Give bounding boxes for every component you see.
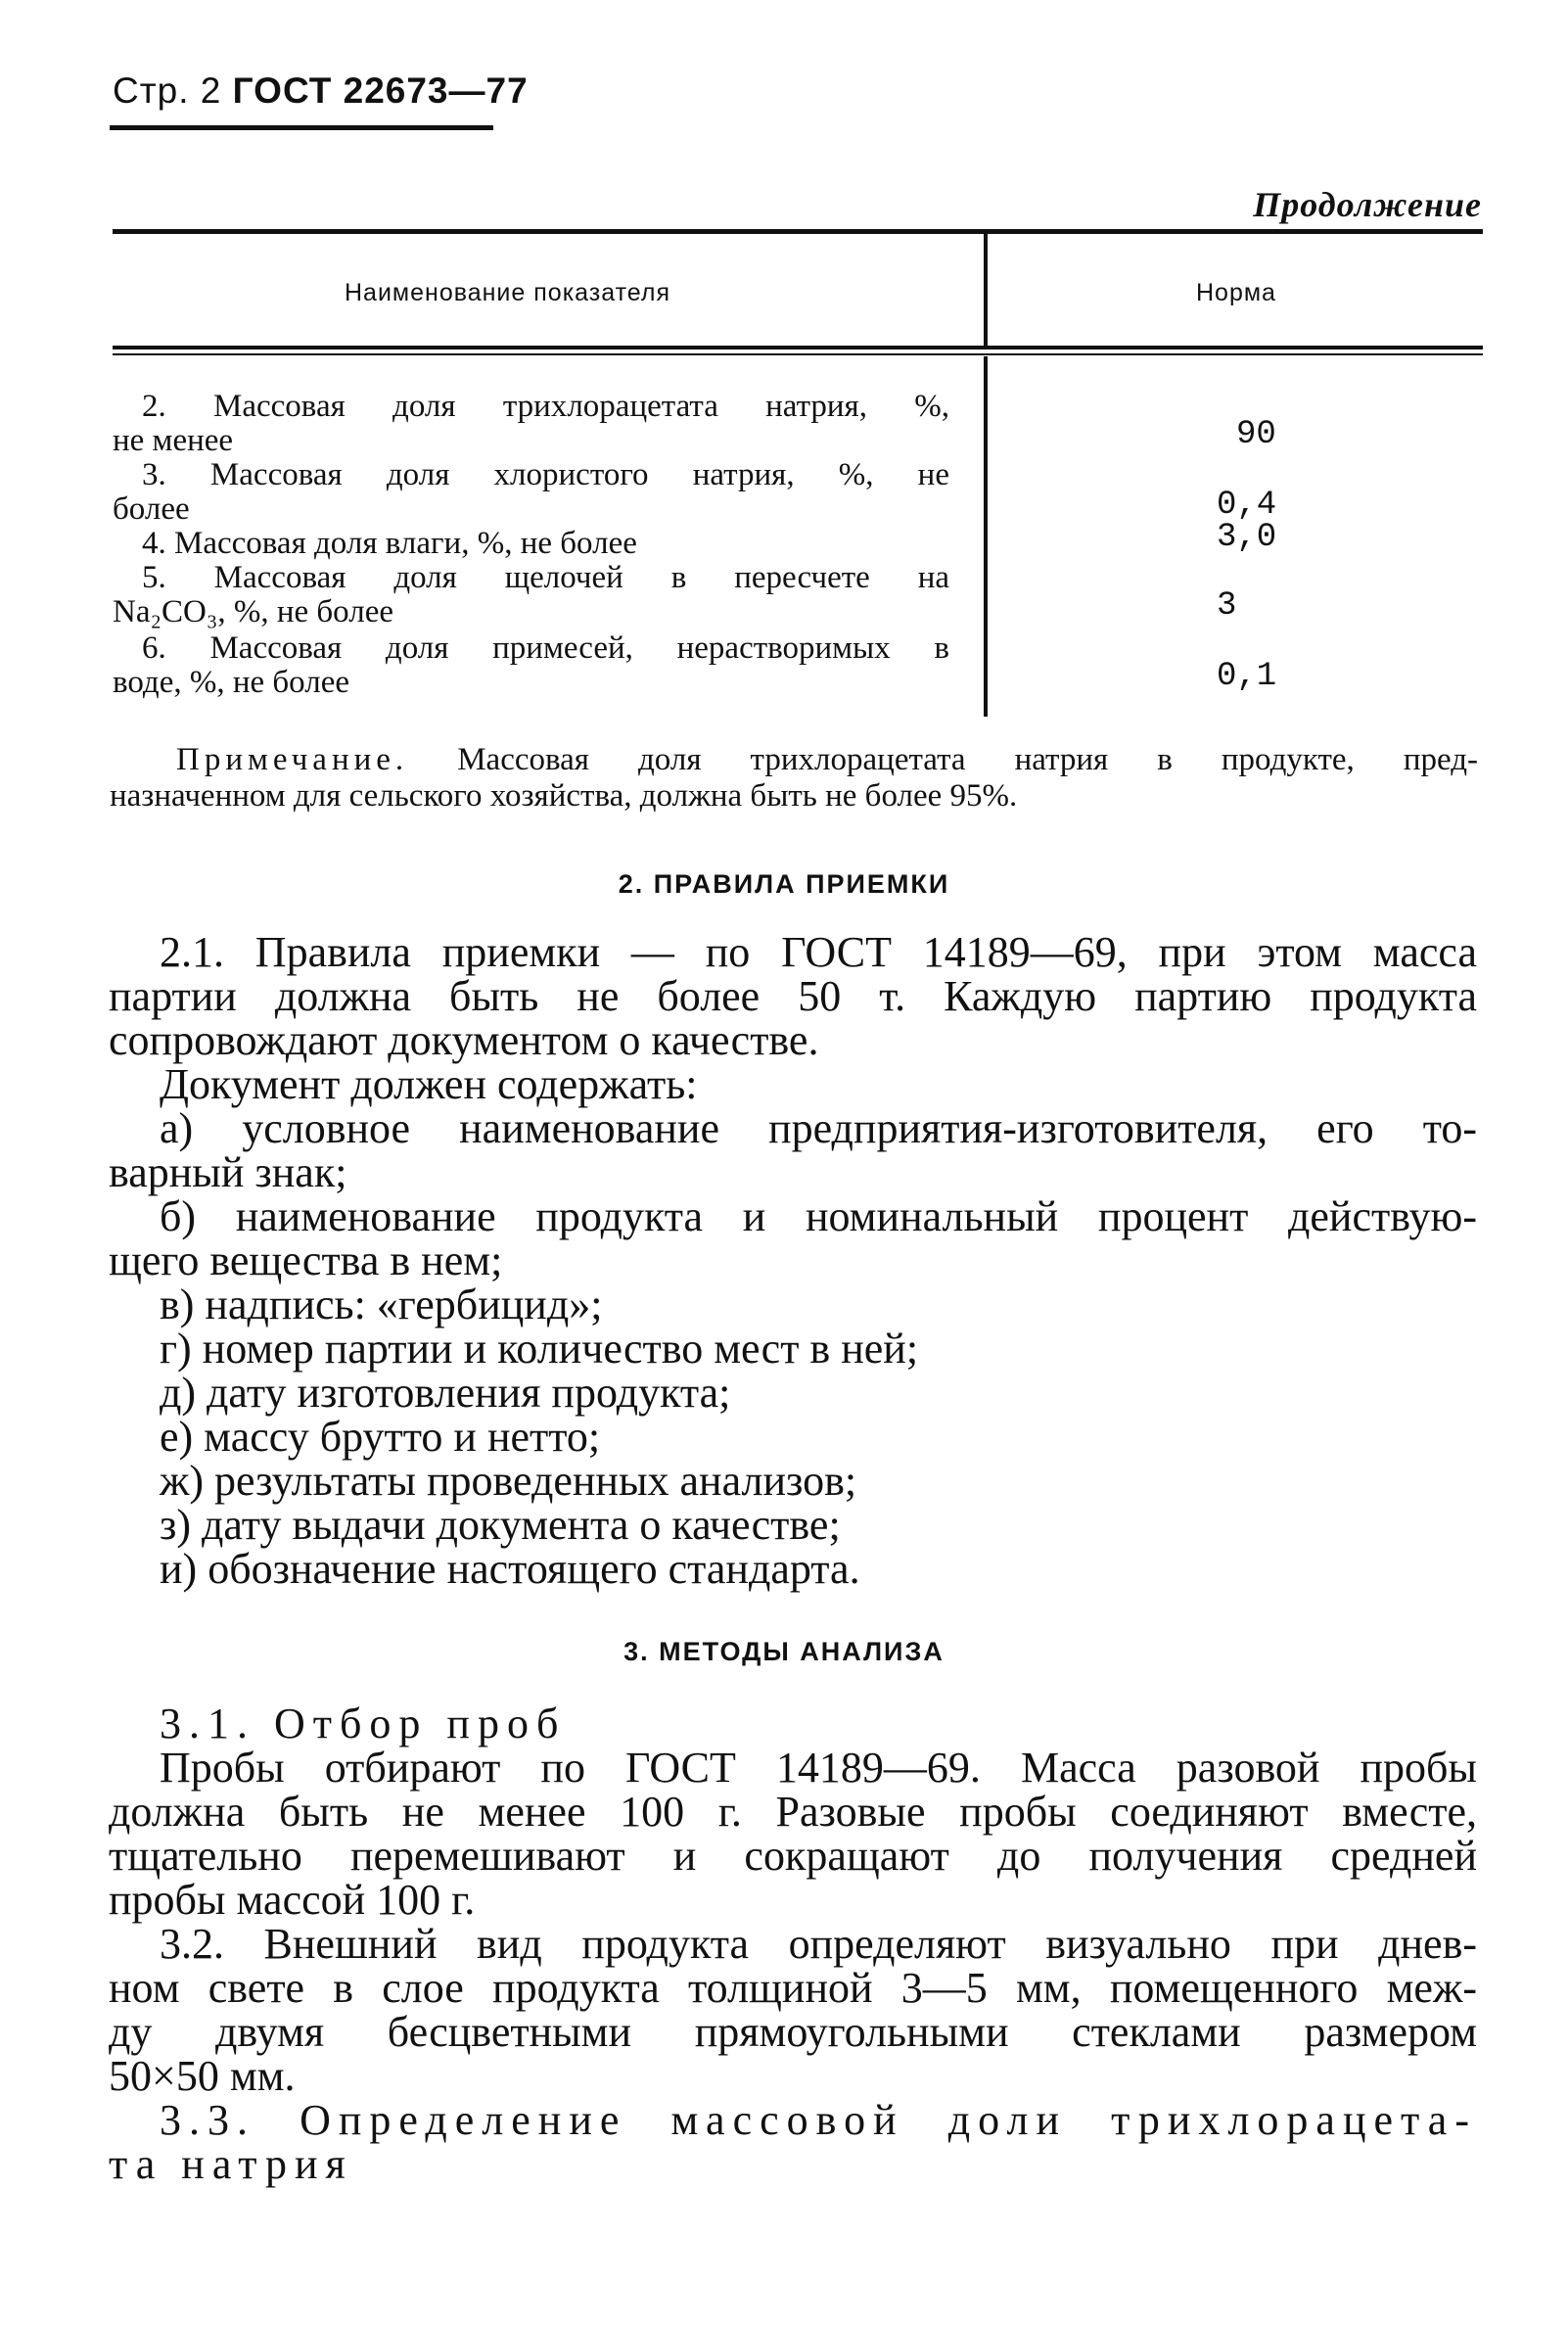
table-header-rule-thin — [113, 353, 1483, 355]
table-top-border — [113, 229, 1483, 234]
table-header-divider — [984, 231, 988, 347]
table-note: Примечание. Массовая доля трихлорацетата натрия в продукте, пред- назначенном для сельского хозяйства, должна быть не более 95%. — [110, 742, 1478, 814]
table-row-5: 5. Массовая доля щелочей в пересчете на Na₂CO₃, %, не более — [113, 560, 949, 629]
page-header — [113, 70, 529, 112]
table-value: 90 — [1236, 416, 1276, 453]
list-item: в) надпись: «гербицид»; — [160, 1281, 603, 1328]
table-header-rule — [113, 346, 1483, 349]
table-row-6: 6. Массовая доля примесей, нерастворимых в воде, %, не более — [113, 630, 949, 700]
list-item: е) массу брутто и нетто; — [160, 1413, 601, 1461]
note-label: Примечание. — [176, 742, 409, 777]
table-value: 0,4 — [1217, 487, 1277, 524]
table-row-3: 3. Массовая доля хлористого натрия, %, не более — [113, 457, 949, 527]
list-item: а) условное наименование предприятия-изготовителя, его то- — [160, 1104, 1477, 1152]
header-underline — [110, 125, 493, 130]
page-label: Стр. 2 — [113, 70, 222, 111]
standard-number: ГОСТ 22673—77 — [232, 70, 529, 111]
subsection-title: 3.1. Отбор проб — [160, 1700, 567, 1747]
column-header-name: Наименование показателя — [345, 279, 670, 306]
table-row-4: 4. Массовая доля влаги, %, не более — [142, 526, 637, 561]
list-item: г) номер партии и количество мест в ней; — [160, 1325, 919, 1373]
list-item: з) дату выдачи документа о качестве; — [160, 1501, 841, 1549]
subsection-title: 3.3. Определение массовой доли трихлорацета- — [160, 2096, 1477, 2144]
section-3-body: 3.1. Отбор проб Пробы отбирают по ГОСТ 14189—69. Масса разовой пробы должна быть не менее 100 г. Разовые пробы соединяют вместе, тщательно перемешивают и сокращают до получения средней пробы массой 100 г. 3.2. Внешний вид продукта определяют визуально при днев- ном свете в слое продукта толщиной 3—5 мм, помещенного меж- ду двумя бесцветными прямоугольными стеклами размером 50×50 мм. 3.3. Определение массовой доли трихлорацета- та натрия — [109, 1700, 1477, 2188]
list-item: б) наименование продукта и номинальный процент действую- — [160, 1192, 1477, 1240]
list-item: ж) результаты проведенных анализов; — [160, 1457, 857, 1505]
column-header-norm: Норма — [1196, 279, 1276, 306]
continuation-label: Продолжение — [1253, 185, 1482, 224]
table-row-2: 2. Массовая доля трихлорацетата натрия, %, не менее — [113, 389, 949, 458]
table-body-divider — [984, 356, 988, 717]
section-title-methods: 3. МЕТОДЫ АНАЛИЗА — [623, 1637, 945, 1666]
list-item: д) дату изготовления продукта; — [160, 1369, 731, 1417]
section-title-acceptance: 2. ПРАВИЛА ПРИЕМКИ — [618, 869, 950, 899]
table-value: 0,1 — [1217, 658, 1277, 695]
table-value: 3 — [1217, 587, 1237, 625]
list-item: и) обозначение настоящего стандарта. — [160, 1545, 860, 1593]
section-2-body: 2.1. Правила приемки — по ГОСТ 14189—69, при этом масса партии должна быть не более 50 т. Каждую партию продукта сопровождают документом о качестве. Документ должен содержать: а) условное наименование предприятия-изготовителя, его то- варный знак; б) наименование продукта и номинальный процент действую- щего вещества в нем; в) надпись: «гербицид»; г) номер партии и количество мест в ней; д) дату изготовления продукта; е) массу брутто и нетто; ж) результаты проведенных анализов; з) дату выдачи документа о качестве; и) обозначение настоящего стандарта. — [109, 928, 1477, 1593]
table-value: 3,0 — [1217, 519, 1277, 556]
